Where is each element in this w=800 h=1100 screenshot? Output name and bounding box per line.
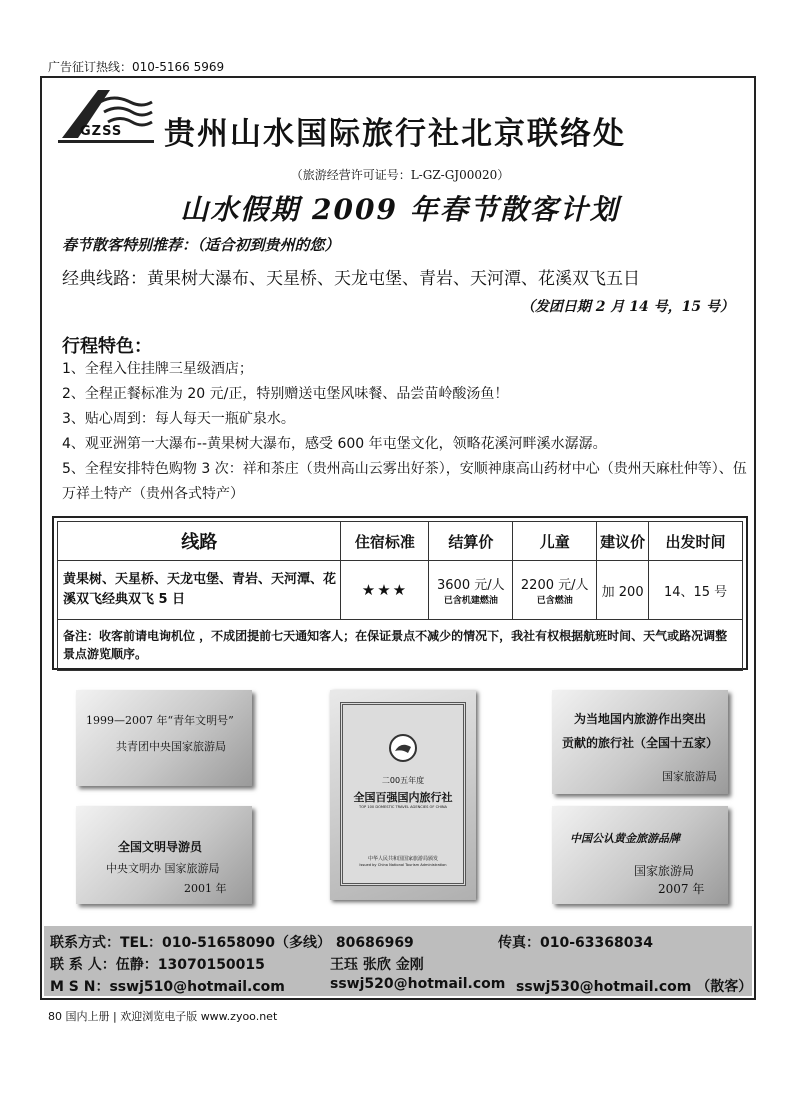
cert-title: 全国百强国内旅行社 [353,791,453,804]
col-header-lodging: 住宿标准 [341,522,429,561]
award-golden-brand [552,806,728,904]
cell-route: 黄果树、天星桥、天龙屯堡、青岩、天河潭、花溪双飞经典双飞 5 日 [58,561,341,620]
price-note: 已含机建燃油 [443,596,498,606]
classic-route: 经典线路：黄果树大瀑布、天星桥、天龙屯堡、青岩、天河潭、花溪双飞五日 [62,269,640,289]
feature-item: 4、观亚洲第一大瀑布--黄果树大瀑布，感受 600 年屯堡文化，领略花溪河畔溪水潺潺。 [62,436,607,452]
cell-suggest: 加 200 [597,561,649,620]
feature-item: 1、全程入住挂牌三星级酒店； [62,361,253,377]
col-header-price: 结算价 [429,522,513,561]
award-issuer: 国家旅游局 [634,864,695,878]
logo-text: GZSS [80,124,123,139]
award-domestic-contribution [552,690,728,794]
price-table [52,516,748,670]
award-youth-civilization [76,690,252,786]
col-header-child: 儿童 [513,522,597,561]
award-issuer: 共青团中央国家旅游局 [116,740,226,753]
recommend-line: 春节散客特别推荐：（适合初到贵州的您） [62,236,340,254]
cert-issuer-en: Issued by China National Tourism Administration [359,863,447,867]
ad-hotline: 广告征订热线：010-5166 5969 [48,60,225,74]
top100-certificate [330,690,476,900]
contact-msn-2: sswj520@hotmail.com [330,976,506,992]
feature-item: 3、贴心周到：每人每天一瓶矿泉水。 [62,411,295,427]
child-price-note: 已含燃油 [536,596,573,606]
table-note: 备注：收客前请电询机位 ，不成团提前七天通知客人；在保证景点不减少的情况下，我社有权根据航班时间、天气或路况调整景点游览顺序。 [58,620,743,671]
award-text: 为当地国内旅游作出突出 [574,712,707,726]
award-issuer: 中央文明办 国家旅游局 [106,862,220,875]
cell-child [513,561,597,620]
child-price-value: 2200 元/人 [520,578,589,593]
feature-item: 2、全程正餐标准为 20 元/正，特别赠送屯堡风味餐、品尝苗岭酸汤鱼！ [62,386,509,402]
cell-depart: 14、15 号 [649,561,743,620]
award-text: 中国公认黄金旅游品牌 [570,832,680,845]
company-name: 贵州山水国际旅行社北京联络处 [164,116,626,152]
feature-item: 5、全程安排特色购物 3 次：祥和茶庄（贵州高山云雾出好茶），安顺神康高山药材中心（贵州天麻杜仲等）、伍万祥土特产（贵州各式特产） [62,461,747,502]
price-value: 3600 元/人 [437,578,505,593]
cert-issuer: 中华人民共和国国家旅游局颁发 [367,856,438,862]
cert-emblem [343,733,463,767]
features-list [62,357,750,507]
features-title: 行程特色： [62,336,152,357]
award-year: 2007 年 [658,882,705,896]
departure-dates: （发团日期 2 月 14 号，15 号） [520,299,734,315]
col-header-route: 线路 [58,522,341,561]
award-text: 全国文明导游员 [118,840,203,854]
contact-person: 联 系 人：伍静：13070150015 [50,957,265,973]
plan-title: 山水假期 2009 年春节散客计划 [180,193,620,226]
page-footer: 80 国内上册 | 欢迎浏览电子版 www.zyoo.net [48,1010,278,1023]
contact-others: 王珏 张欣 金刚 [330,957,424,973]
cert-year: 二00五年度 [381,776,425,785]
award-year: 2001 年 [184,882,227,895]
company-logo [58,86,154,148]
contact-msn-3: sswj530@hotmail.com （散客） [516,979,753,995]
col-header-depart: 出发时间 [649,522,743,561]
contact-msn-1: M S N：sswj510@hotmail.com [50,979,285,995]
contact-tel: 联系方式：TEL：010-51658090（多线） 80686969 [50,935,414,951]
col-header-suggest: 建议价 [597,522,649,561]
table-row [58,561,743,620]
award-text: 贡献的旅行社（全国十五家） [562,736,719,750]
license-number: （旅游经营许可证号：L-GZ-GJ00020） [290,168,510,182]
cell-price [429,561,513,620]
award-issuer: 国家旅游局 [662,770,717,783]
award-text: 1999—2007 年“青年文明号” [86,714,234,727]
cert-title-en: TOP 100 DOMESTIC TRAVEL AGENCIES OF CHINA [359,805,447,809]
award-civilized-guide [76,806,252,904]
contact-fax: 传真：010-63368034 [498,935,653,951]
cell-stars: ★★★ [341,561,429,620]
